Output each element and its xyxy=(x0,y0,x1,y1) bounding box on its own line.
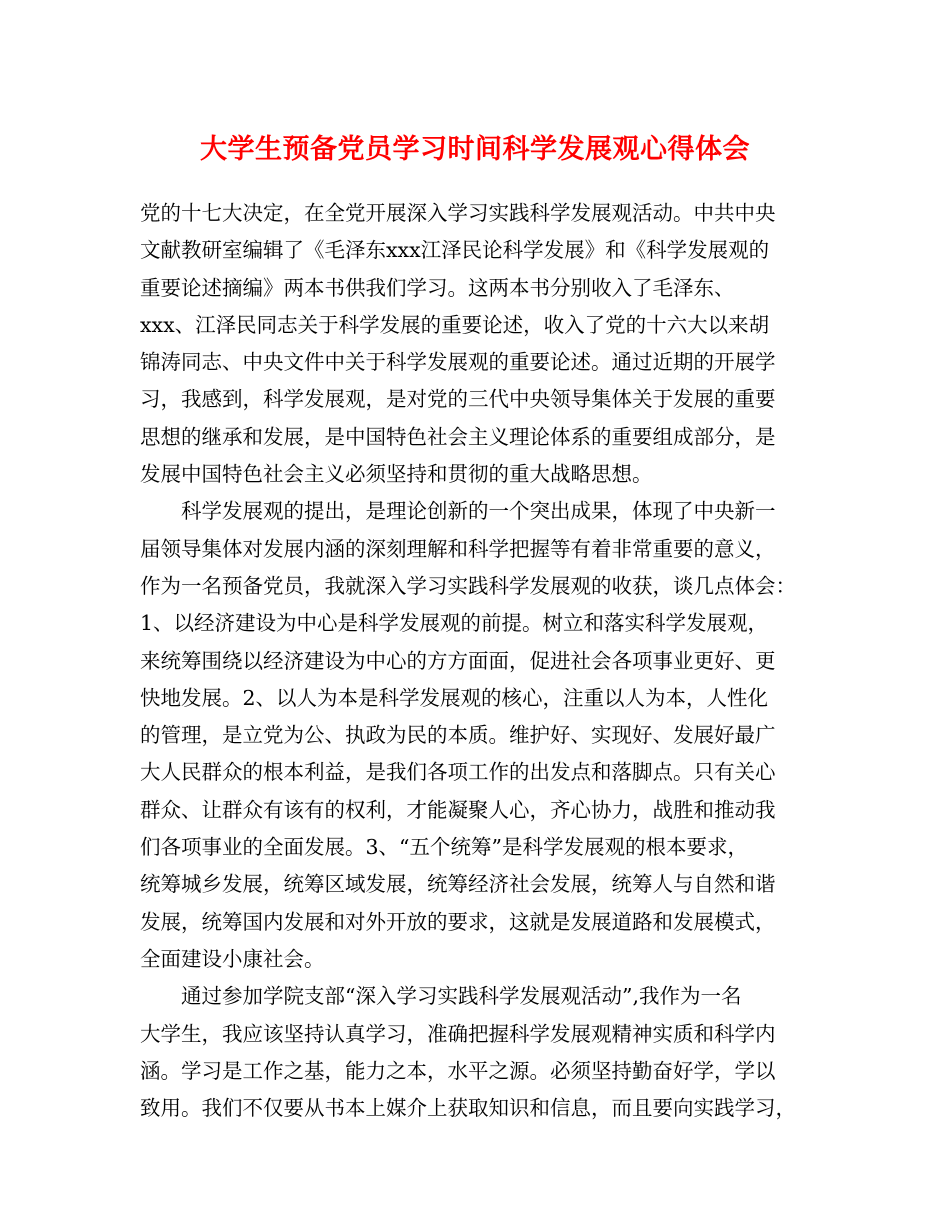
text-line: 1、以经济建设为中心是科学发展观的前提。树立和落实科学发展观， xyxy=(140,611,769,636)
text-line: 重要论述摘编》两本书供我们学习。这两本书分别收入了毛泽东、 xyxy=(140,275,735,300)
text-line: 全面建设小康社会。 xyxy=(140,946,325,971)
text-line: 大学生，我应该坚持认真学习，准确把握科学发展观精神实质和科学内 xyxy=(140,1021,776,1046)
text-line: 们各项事业的全面发展。3、“五个统筹”是科学发展观的根本要求， xyxy=(140,835,749,860)
text-line: 思想的继承和发展，是中国特色社会主义理论体系的重要组成部分，是 xyxy=(140,424,776,449)
text-line: 锦涛同志、中央文件中关于科学发展观的重要论述。通过近期的开展学 xyxy=(140,350,776,375)
text-line: 来统筹围绕以经济建设为中心的方方面面，促进社会各项事业更好、更 xyxy=(140,648,776,673)
text-line: 致用。我们不仅要从书本上媒介上获取知识和信息，而且要向实践学习， xyxy=(140,1096,796,1121)
paragraph-1 xyxy=(140,195,815,493)
document-title: 大学生预备党员学习时间科学发展观心得体会 xyxy=(200,134,750,165)
text-line: 大人民群众的根本利益，是我们各项工作的出发点和落脚点。只有关心 xyxy=(140,760,776,785)
text-line: 科学发展观的提出，是理论创新的一个突出成果，体现了中央新一 xyxy=(181,499,776,524)
text-line: 发展，统筹国内发展和对外开放的要求，这就是发展道路和发展模式， xyxy=(140,909,776,934)
text-line: 的管理，是立党为公、执政为民的本质。维护好、实现好、发展好最广 xyxy=(140,723,776,748)
text-line: 快地发展。2、以人为本是科学发展观的核心，注重以人为本，人性化 xyxy=(140,685,769,710)
text-line: 统筹城乡发展，统筹区域发展，统筹经济社会发展，统筹人与自然和谐 xyxy=(140,872,776,897)
text-line: 发展中国特色社会主义必须坚持和贯彻的重大战略思想。 xyxy=(140,462,653,487)
document-body xyxy=(140,195,815,1127)
text-line: 届领导集体对发展内涵的深刻理解和科学把握等有着非常重要的意义， xyxy=(140,536,776,561)
paragraph-2 xyxy=(140,493,815,978)
text-line: 涵。学习是工作之基，能力之本，水平之源。必须坚持勤奋好学，学以 xyxy=(140,1058,776,1083)
text-line: 通过参加学院支部“深入学习实践科学发展观活动”,我作为一名 xyxy=(181,984,742,1009)
text-line: 习，我感到，科学发展观，是对党的三代中央领导集体关于发展的重要 xyxy=(140,387,776,412)
paragraph-3 xyxy=(140,978,815,1127)
text-line: 文献教研室编辑了《毛泽东xxx江泽民论科学发展》和《科学发展观的 xyxy=(140,238,770,263)
text-line: 作为一名预备党员，我就深入学习实践科学发展观的收获，谈几点体会： xyxy=(140,573,796,598)
text-line: xxx、江泽民同志关于科学发展的重要论述，收入了党的十六大以来胡 xyxy=(140,312,770,337)
text-line: 群众、让群众有该有的权利，才能凝聚人心，齐心协力，战胜和推动我 xyxy=(140,797,776,822)
text-line: 党的十七大决定，在全党开展深入学习实践科学发展观活动。中共中央 xyxy=(140,201,776,225)
